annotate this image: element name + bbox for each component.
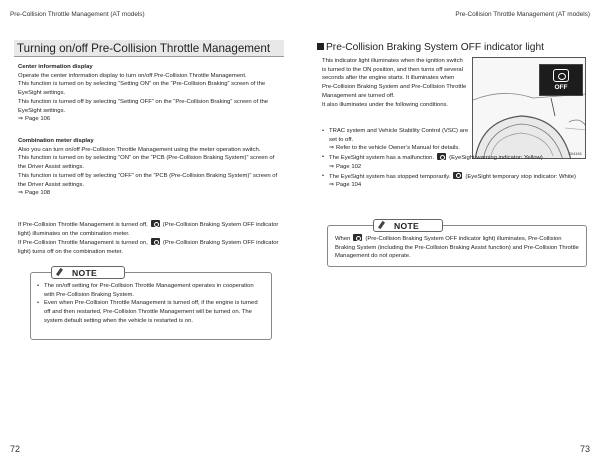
pcb-off-indicator-icon [553,69,569,82]
list-item: • Even when Pre-Collision Throttle Management is turned off, if the engine is turned off and then restarted, Pre-Collision Throttle Management will be turned on. The system default setting when the vehicle is restarted is on. [37,299,265,325]
figure-id: S04161 [568,151,582,156]
arrow-icon: ⇒ [329,163,334,170]
intro-text [322,57,467,109]
page-number: 73 [579,444,590,454]
arrow-icon: ⇒ [329,145,334,152]
page-number: 72 [10,444,21,454]
paragraph: This function is turned off by selecting “Setting OFF” on the “Pre-Collision Braking” screen of the EyeSight settings. [18,98,269,114]
meter-display-section [18,137,280,198]
eyesight-warning-icon [437,153,446,160]
page-link[interactable]: Page 104 [335,182,362,189]
note-tab [51,266,125,279]
indicator-callout [539,64,583,96]
running-head: Pre-Collision Throttle Management (AT models) [455,11,590,18]
page-reference [329,181,592,190]
indicator-status-section [18,220,280,257]
note-list [37,282,265,326]
running-head: Pre-Collision Throttle Management (AT models) [10,11,145,18]
page-link[interactable]: Page 106 [24,116,51,123]
note-label: NOTE [72,267,98,278]
page-reference: ⇒ Refer to the vehicle Owner’s Manual for details. [329,145,460,152]
page-reference [18,115,280,124]
arrow-icon: ⇒ [18,116,23,123]
paragraph: This function is turned off by selecting “OFF” on the “PCB (Pre-Collision Braking System)” screen of the Driver Assist settings. [18,172,278,188]
paragraph: Also you can turn on/off Pre-Collision Throttle Management using the meter operation switch. [18,146,261,153]
paragraph: This function is turned on by selecting “ON” on the “PCB (Pre-Collision Braking System)” screen of the Driver Assist settings. [18,155,275,171]
center-display-section [18,63,280,124]
note-box [327,220,587,267]
list-item: • The EyeSight system has stopped temporarily. (EyeSight temporary stop indicator: White) ⇒ Page 104 [322,172,592,190]
right-page [300,0,600,471]
pcb-off-indicator-icon [353,234,362,241]
page-link[interactable]: Page 108 [24,190,51,197]
note-tab [373,219,443,232]
list-item: • The on/off setting for Pre-Collision Throttle Management operates in cooperation with Pre-Collision Braking System. [37,282,265,299]
pcb-off-indicator-icon [151,220,160,227]
page-reference [329,163,592,172]
paragraph: This function is turned on by selecting “Setting ON” on the “Pre-Collision Braking” screen of the EyeSight settings. [18,81,266,97]
section-title: Pre-Collision Braking System OFF indicator light [317,42,544,53]
note-box [30,267,272,340]
subheading: Center information display [18,64,93,70]
paragraph: If Pre-Collision Throttle Management is turned off, (Pre-Collision Braking System OFF indicator light) illuminates on the combination meter. [18,222,279,237]
square-bullet-icon [317,43,324,50]
list-item: • The EyeSight system has a malfunction. (EyeSight warning indicator: Yellow) ⇒ Page 102 [322,153,592,171]
note-text: When (Pre-Collision Braking System OFF indicator light) illuminates, Pre-Collision Braking System (including the Pre-Collision Braking Assist function) and Pre-Collision Throttle Management do not operate. [335,236,579,260]
paragraph: If Pre-Collision Throttle Management is turned on, (Pre-Collision Braking System OFF indicator light) turns off on the combination meter. [18,240,279,256]
condition-list [322,127,592,190]
paragraph: This indicator light illuminates when the ignition switch is turned to the ON position, and then turns off several seconds after the engine starts. It illuminates when Pre-Collision Braking System and Pre-Collision Throttle Management are turned off. [322,58,467,99]
section-title: Turning on/off Pre-Collision Throttle Management [14,40,284,57]
indicator-off-text: OFF [554,84,568,91]
arrow-icon: ⇒ [329,182,334,189]
pcb-off-indicator-icon [151,238,160,245]
pencil-icon [377,221,386,230]
arrow-icon: ⇒ [18,190,23,197]
note-label: NOTE [394,220,420,231]
page-link[interactable]: Page 102 [335,163,362,170]
pencil-icon [55,268,64,277]
eyesight-temporary-stop-icon [453,172,462,179]
paragraph: It also illuminates under the following conditions. [322,101,449,108]
list-item: • TRAC system and Vehicle Stability Control (VSC) are set to off. ⇒ Refer to the vehicle Owner’s Manual for details. [322,127,592,153]
page-reference [18,189,280,198]
subheading: Combination meter display [18,138,94,144]
paragraph: Operate the center information display to turn on/off Pre-Collision Throttle Management. [18,72,247,79]
